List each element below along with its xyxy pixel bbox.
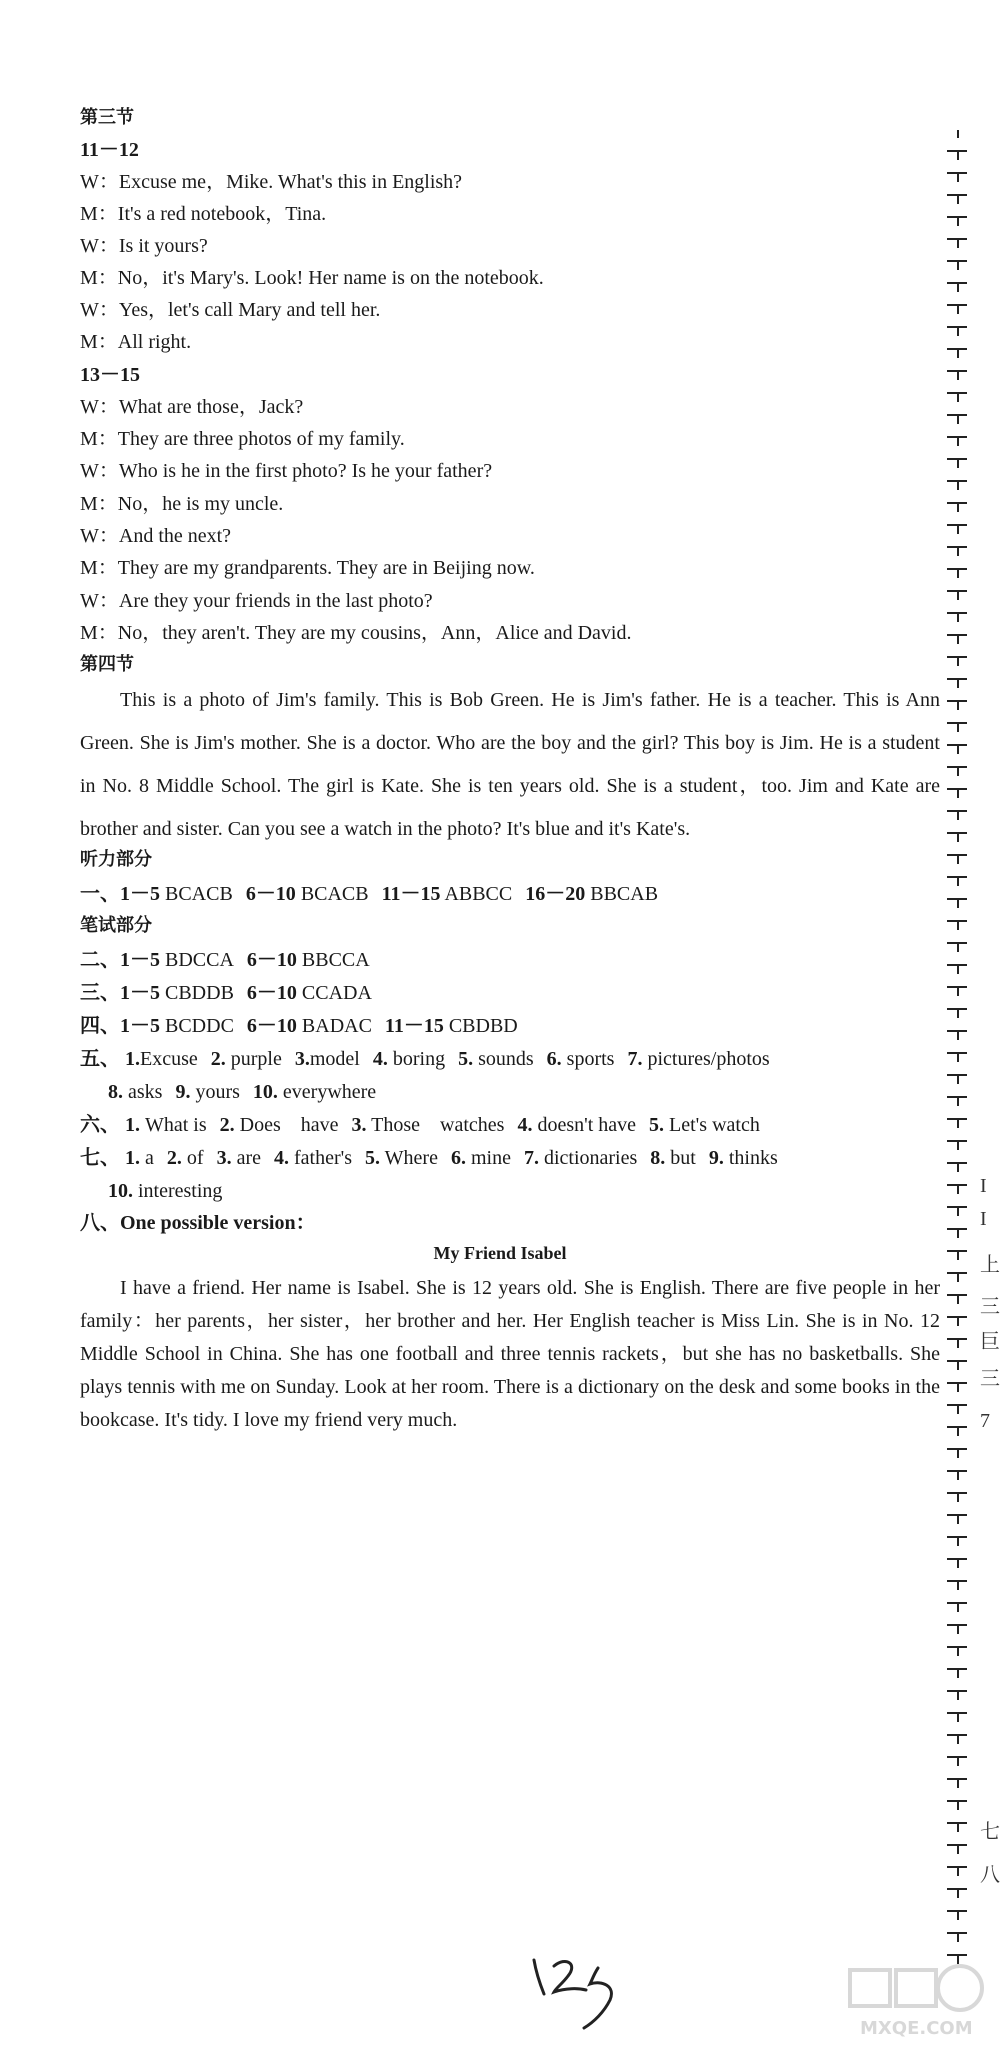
dialogue-line: M：They are three photos of my family.	[80, 428, 405, 450]
dialogue-line: M：All right.	[80, 331, 192, 353]
section3-heading: 第三节	[80, 107, 134, 128]
svg-text:MXQE.COM: MXQE.COM	[860, 2018, 973, 2039]
dialogue-line: W：Who is he in the first photo? Is he your father?	[80, 460, 493, 482]
answer-row-3: 三、1－5 CBDDB 6－10 CCADA	[80, 982, 372, 1004]
answer-row-5: 五、 1.Excuse 2. purple 3.model 4. boring 5. sounds 6. sports 7. pictures/photos	[80, 1048, 770, 1070]
margin-char: 上	[980, 1254, 1000, 1276]
group2-label: 13－15	[80, 364, 140, 386]
binding-tick-marks	[947, 140, 967, 1960]
section4-passage: This is a photo of Jim's family. This is Bob Green. He is Jim's father. He is a teacher. This is Ann Green. She is Jim's mother. She is a doctor. Who are the boy and the girl? This boy is Jim. He is a student in No. 8 Middle School. The girl is Kate. She is ten years old. She is a student，too. Jim and Kate are brother and sister. Can you see a watch in the photo? It's blue and it's Kate's.	[80, 689, 940, 840]
answer-row-7: 七、 1. a 2. of 3. are 4. father's 5. Where 6. mine 7. dictionaries 8. but 9. thinks	[80, 1147, 778, 1169]
dialogue-line: M：No，he is my uncle.	[80, 493, 284, 515]
dialogue-line: M：No，they aren't. They are my cousins，Ann，Alice and David.	[80, 622, 632, 644]
dialogue-line: W：And the next?	[80, 525, 232, 547]
margin-char: I	[980, 1175, 987, 1197]
margin-char: 三	[980, 1368, 1000, 1390]
answer-row-5b: 8. asks 9. yours 10. everywhere	[108, 1081, 377, 1103]
margin-char: 三	[980, 1296, 1000, 1318]
dialogue-line: M：No，it's Mary's. Look! Her name is on the notebook.	[80, 267, 544, 289]
margin-char: 巨	[980, 1331, 1000, 1353]
written-heading: 笔试部分	[80, 915, 152, 936]
margin-char: 七	[980, 1821, 1000, 1843]
margin-char: 八	[980, 1864, 1000, 1886]
dialogue-line: W：Yes，let's call Mary and tell her.	[80, 299, 381, 321]
dialogue-line: M：They are my grandparents. They are in Beijing now.	[80, 557, 535, 579]
watermark-logo	[840, 1960, 990, 2045]
answer-row-7b: 10. interesting	[108, 1180, 223, 1202]
answer-row-8: 八、One possible version：	[80, 1212, 316, 1234]
dialogue-line: W：Excuse me，Mike. What's this in English?	[80, 171, 463, 193]
essay-body: I have a friend. Her name is Isabel. She is 12 years old. She is English. There are five people in her family：her parents，her sister，her brother and her. Her English teacher is Miss Lin. She is in No. 12 Middle School in China. She has one football and three tennis rackets，but she has no basketballs. She plays tennis with me on Sunday. Look at her room. There is a dictionary on the desk and some books in the bookcase. It's tidy. I love my friend very much.	[80, 1277, 940, 1431]
answer-row-2: 二、1－5 BDCCA 6－10 BBCCA	[80, 949, 370, 971]
margin-char: I	[980, 1208, 987, 1230]
page-number-text: 125	[520, 1950, 522, 1951]
dialogue-line: W：Are they your friends in the last photo?	[80, 590, 433, 612]
answer-row-4: 四、1－5 BCDDC 6－10 BADAC 11－15 CBDBD	[80, 1015, 518, 1037]
dialogue-line: W：Is it yours?	[80, 235, 208, 257]
dialogue-line: W：What are those，Jack?	[80, 396, 304, 418]
margin-char: 7	[980, 1410, 990, 1432]
section4-heading: 第四节	[80, 654, 134, 675]
answer-row-6: 六、 1. What is 2. Does have 3. Those watches 4. doesn't have 5. Let's watch	[80, 1114, 760, 1136]
group1-label: 11－12	[80, 139, 139, 161]
listening-heading: 听力部分	[80, 849, 152, 870]
handwritten-page-number	[520, 1950, 630, 2035]
answer-row-1: 一、1－5 BCACB 6－10 BCACB 11－15 ABBCC 16－20 BBCAB	[80, 883, 659, 905]
dialogue-line: M：It's a red notebook，Tina.	[80, 203, 327, 225]
essay-title: My Friend Isabel	[433, 1243, 567, 1263]
